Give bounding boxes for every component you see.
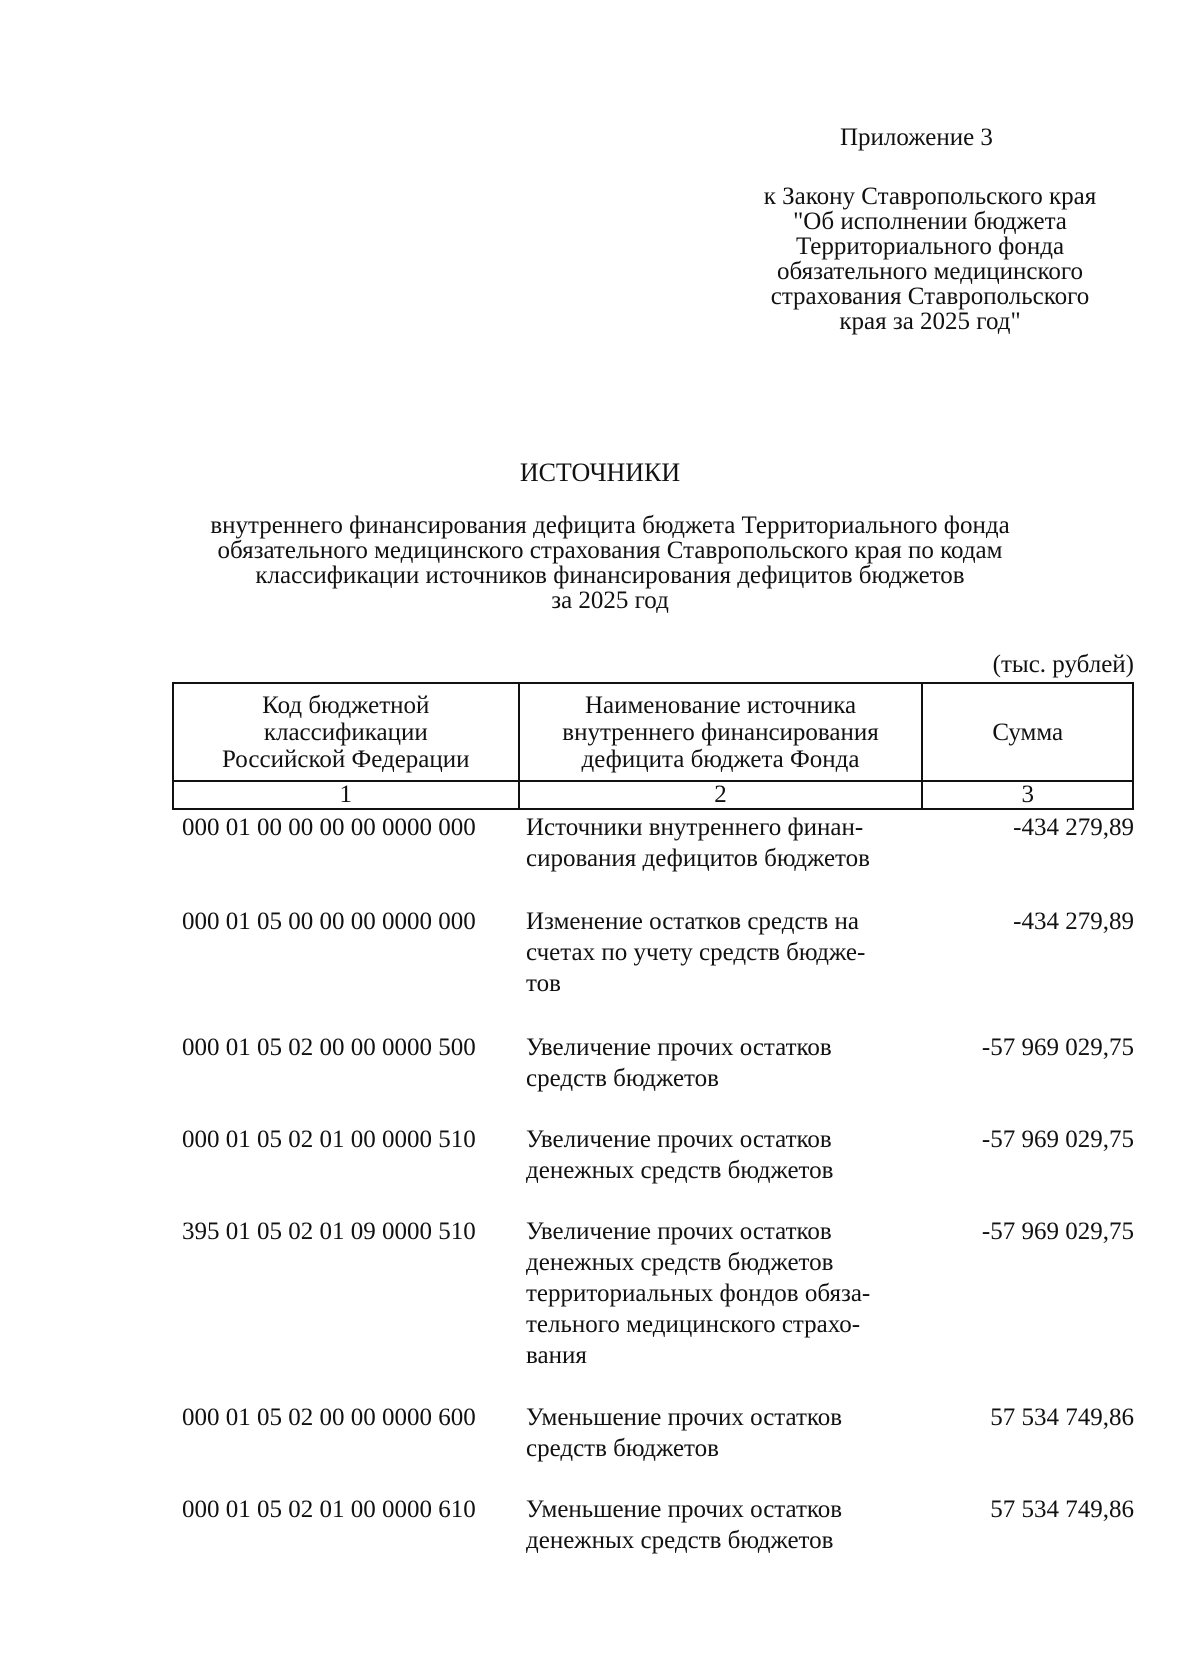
column-number: 1: [173, 781, 519, 809]
row-name: [526, 1124, 926, 1186]
header-code-line: Российской Федерации: [222, 745, 470, 773]
row-name-line: тельного медицинского страхо-: [526, 1311, 861, 1338]
table-header: [172, 682, 1134, 810]
row-name-line: счетах по учету средств бюдже-: [526, 939, 866, 966]
row-name-line: вания: [526, 1342, 587, 1369]
table-row: [172, 1402, 1134, 1494]
appendix-title: Приложение 3: [840, 124, 993, 151]
table-row: [172, 812, 1134, 906]
row-name-line: Изменение остатков средств на: [526, 908, 859, 935]
appendix-reference-line: обязательного медицинского: [776, 258, 1083, 285]
row-name: [526, 1032, 926, 1094]
header-name-line: дефицита бюджета Фонда: [581, 745, 860, 773]
document-subtitle: [160, 513, 1060, 613]
row-name: [526, 906, 926, 999]
row-name-line: Уменьшение прочих остатков: [526, 1496, 843, 1523]
header-amount: [922, 683, 1133, 781]
document-subtitle-line: внутреннего финансирования дефицита бюджета Территориального фонда: [210, 512, 1010, 539]
appendix-reference-line: "Об исполнении бюджета: [793, 208, 1067, 235]
row-name-line: Уменьшение прочих остатков: [526, 1404, 843, 1431]
row-name-line: Увеличение прочих остатков: [526, 1034, 832, 1061]
row-name-line: территориальных фондов обяза-: [526, 1280, 871, 1307]
row-code: 395 01 05 02 01 09 0000 510: [182, 1218, 476, 1245]
header-name-line: внутреннего финансирования: [562, 718, 879, 746]
row-code: 000 01 05 00 00 00 0000 000: [182, 908, 476, 935]
row-amount: -434 279,89: [1013, 908, 1134, 935]
row-name-line: Источники внутреннего финан-: [526, 814, 864, 841]
row-name: [526, 1494, 926, 1556]
header-code-line: классификации: [263, 718, 428, 746]
row-code: 000 01 05 02 00 00 0000 500: [182, 1034, 476, 1061]
document-subtitle-line: за 2025 год: [551, 587, 669, 614]
row-code: 000 01 05 02 01 00 0000 610: [182, 1496, 476, 1523]
header-name: [519, 683, 923, 781]
row-amount: -434 279,89: [1013, 814, 1134, 841]
header-code: [173, 683, 519, 781]
appendix-reference-line: края за 2025 год": [839, 308, 1021, 335]
header-row: [173, 683, 1133, 781]
table-row: [172, 1494, 1134, 1564]
header-amount-line: Сумма: [992, 718, 1064, 746]
appendix-reference: [700, 184, 1160, 334]
row-amount: 57 534 749,86: [990, 1496, 1134, 1523]
row-name-line: тов: [526, 970, 561, 997]
row-code: 000 01 00 00 00 00 0000 000: [182, 814, 476, 841]
header-code-line: Код бюджетной: [262, 691, 430, 719]
column-number: 3: [922, 781, 1133, 809]
table-row: [172, 1216, 1134, 1402]
row-name-line: денежных средств бюджетов: [526, 1527, 834, 1554]
row-name-line: денежных средств бюджетов: [526, 1249, 834, 1276]
document-title: ИСТОЧНИКИ: [519, 458, 681, 487]
row-amount: -57 969 029,75: [981, 1034, 1134, 1061]
document-subtitle-line: обязательного медицинского страхования Ставропольского края по кодам: [217, 537, 1003, 564]
table-row: [172, 1124, 1134, 1216]
row-amount: 57 534 749,86: [990, 1404, 1134, 1431]
row-amount: -57 969 029,75: [981, 1218, 1134, 1245]
header-name-line: Наименование источника: [584, 691, 857, 719]
row-code: 000 01 05 02 01 00 0000 510: [182, 1126, 476, 1153]
row-name: [526, 812, 926, 874]
row-name-line: Увеличение прочих остатков: [526, 1126, 832, 1153]
column-number: 2: [519, 781, 923, 809]
row-name-line: Увеличение прочих остатков: [526, 1218, 832, 1245]
appendix-reference-line: к Закону Ставропольского края: [763, 183, 1097, 210]
appendix-reference-line: страхования Ставропольского: [770, 283, 1090, 310]
document-subtitle-line: классификации источников финансирования дефицитов бюджетов: [255, 562, 965, 589]
row-amount: -57 969 029,75: [981, 1126, 1134, 1153]
row-code: 000 01 05 02 00 00 0000 600: [182, 1404, 476, 1431]
table-body: [172, 812, 1134, 1564]
table-row: [172, 1032, 1134, 1124]
row-name: [526, 1216, 926, 1371]
table-row: [172, 906, 1134, 1032]
appendix-reference-line: Территориального фонда: [795, 233, 1065, 260]
row-name: [526, 1402, 926, 1464]
row-name-line: денежных средств бюджетов: [526, 1157, 834, 1184]
row-name-line: средств бюджетов: [526, 1065, 719, 1092]
row-name-line: сирования дефицитов бюджетов: [526, 845, 870, 872]
column-number-row: [173, 781, 1133, 809]
row-name-line: средств бюджетов: [526, 1435, 719, 1462]
unit-note: (тыс. рублей): [992, 651, 1134, 678]
